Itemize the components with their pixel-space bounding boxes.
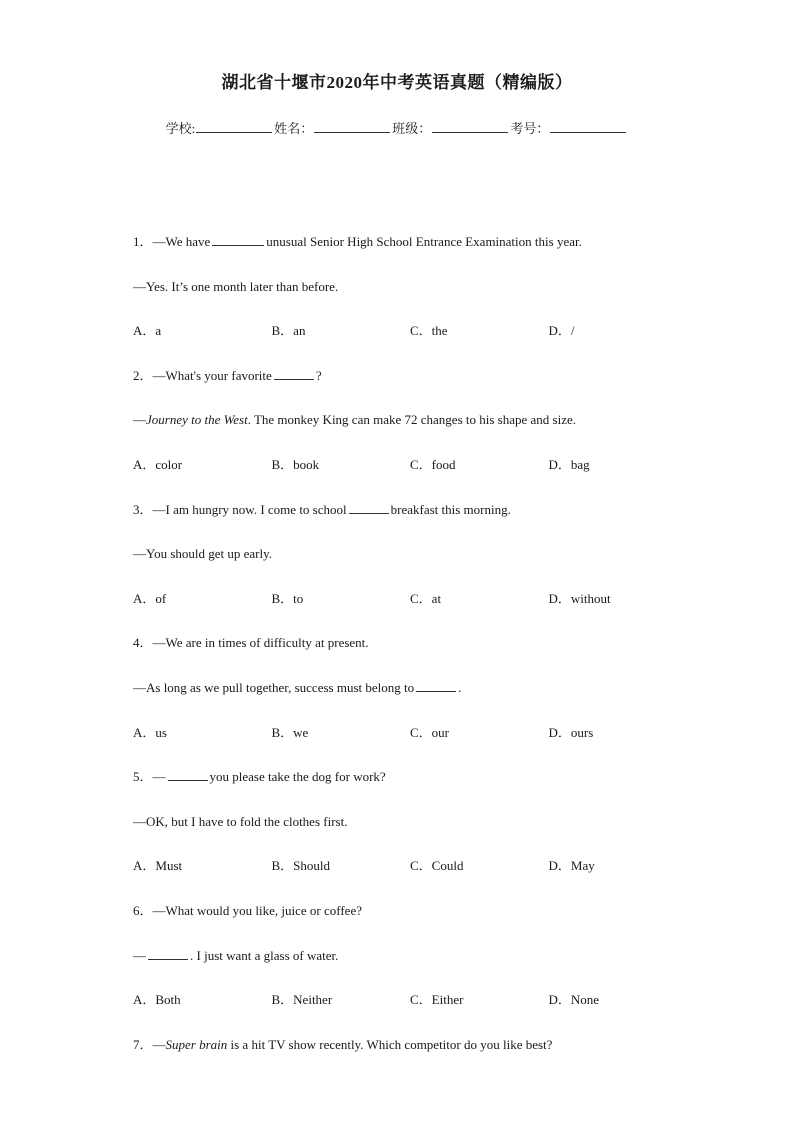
- question-4-prompt: 4．—We are in times of difficulty at present.: [133, 635, 369, 651]
- option-c[interactable]: C．our: [410, 724, 450, 740]
- question-2-prompt: 2．—What's your favorite ?: [133, 367, 322, 383]
- exam-no-blank[interactable]: [550, 120, 626, 133]
- question-1-reply: —Yes. It’s one month later than before.: [133, 278, 339, 294]
- option-d[interactable]: D．without: [548, 590, 611, 606]
- question-5-reply: —OK, but I have to fold the clothes first.: [133, 813, 348, 829]
- question-3-options: [133, 589, 693, 634]
- page-title: 湖北省十堰市2020年中考英语真题（精编版）: [221, 73, 573, 92]
- question-7-prompt: 7．—Super brain is a hit TV show recently. Which competitor do you like best?: [133, 1036, 553, 1052]
- answer-blank: [168, 768, 208, 781]
- question-3-prompt: 3．—I am hungry now. I come to school breakfast this morning.: [133, 501, 511, 517]
- option-b[interactable]: B．Neither: [271, 992, 333, 1008]
- question-5-prompt: 5．— you please take the dog for work?: [133, 769, 386, 785]
- option-b[interactable]: B．book: [271, 456, 320, 472]
- name-blank[interactable]: [314, 120, 390, 133]
- option-a[interactable]: A．Must: [133, 858, 183, 874]
- option-d[interactable]: D．May: [548, 858, 595, 874]
- question-6-reply: — . I just want a glass of water.: [133, 947, 339, 963]
- option-c[interactable]: C．food: [410, 456, 456, 472]
- exam-no-label: 考号：: [510, 121, 550, 136]
- answer-blank: [274, 367, 314, 380]
- option-b[interactable]: B．Should: [271, 858, 331, 874]
- option-c[interactable]: C．Could: [410, 858, 464, 874]
- name-label: 姓名：: [274, 121, 314, 136]
- option-c[interactable]: C．the: [410, 323, 448, 339]
- answer-blank: [416, 679, 456, 692]
- option-a[interactable]: A．Both: [133, 992, 181, 1008]
- option-c[interactable]: C．at: [410, 590, 442, 606]
- option-a[interactable]: A．a: [133, 323, 162, 339]
- class-blank[interactable]: [432, 120, 508, 133]
- option-b[interactable]: B．an: [271, 323, 306, 339]
- question-4-options: [133, 723, 693, 768]
- question-4-reply: —As long as we pull together, success must belong to .: [133, 679, 462, 695]
- answer-blank: [148, 947, 188, 960]
- option-d[interactable]: D．bag: [548, 456, 590, 472]
- option-a[interactable]: A．us: [133, 724, 167, 740]
- question-3-reply: —You should get up early.: [133, 546, 273, 562]
- question-5-options: [133, 856, 693, 901]
- question-2-options: [133, 455, 693, 500]
- question-6-prompt: 6．—What would you like, juice or coffee?: [133, 902, 362, 918]
- question-1-prompt: 1．—We have unusual Senior High School Entrance Examination this year.: [133, 234, 582, 249]
- option-d[interactable]: D．/: [548, 323, 575, 339]
- option-c[interactable]: C．Either: [410, 992, 464, 1008]
- question-2-reply: —Journey to the West. The monkey King can make 72 changes to his shape and size.: [133, 412, 576, 428]
- option-a[interactable]: A．color: [133, 456, 183, 472]
- student-info-row: [0, 118, 794, 137]
- question-list: [133, 232, 693, 1079]
- option-d[interactable]: D．ours: [548, 724, 594, 740]
- option-a[interactable]: A．of: [133, 590, 167, 606]
- answer-blank: [349, 501, 389, 514]
- answer-blank: [212, 233, 264, 246]
- question-1-options: [133, 321, 693, 366]
- school-label: 学校:: [165, 121, 196, 136]
- school-blank[interactable]: [196, 120, 272, 133]
- question-6-options: [133, 990, 693, 1035]
- option-b[interactable]: B．we: [271, 724, 309, 740]
- class-label: 班级：: [392, 121, 432, 136]
- option-b[interactable]: B．to: [271, 590, 304, 606]
- option-d[interactable]: D．None: [548, 992, 600, 1008]
